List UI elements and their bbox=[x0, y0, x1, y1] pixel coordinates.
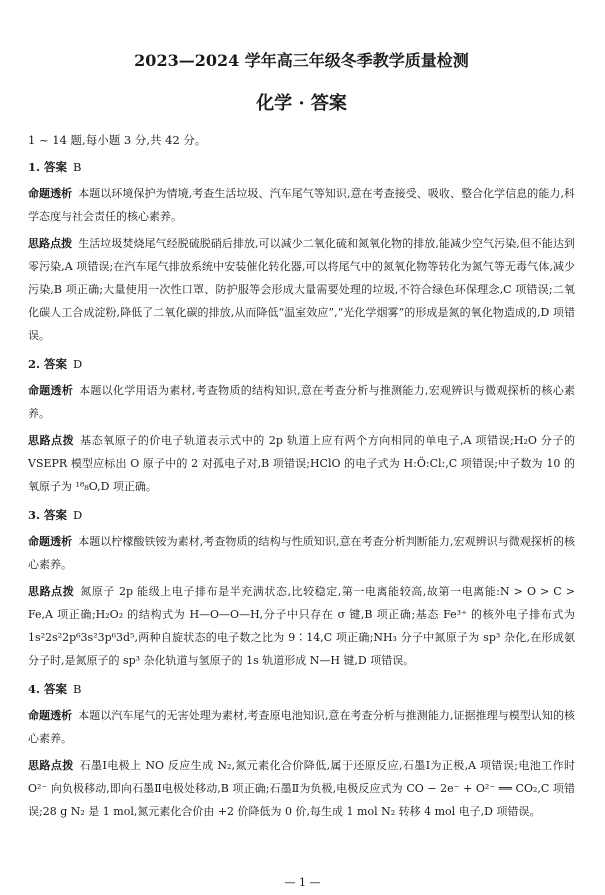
analysis-tag: 命题透析 bbox=[28, 187, 73, 200]
analysis-text: 本题以汽车尾气的无害处理为素材,考查原电池知识,意在考查分析与推测能力,证据推理与模型认知的核心素养。 bbox=[28, 709, 575, 745]
answer-letter: D bbox=[73, 357, 83, 371]
answer-letter: B bbox=[73, 682, 82, 696]
analysis-paragraph bbox=[28, 379, 575, 425]
answer-subtitle: 化学 · 答案 bbox=[256, 93, 347, 114]
page-number: — 1 — bbox=[284, 876, 321, 889]
hint-text: 基态氧原子的价电子轨道表示式中的 2p 轨道上应有两个方向相同的单电子,A 项错误;H₂O 分子的 VSEPR 模型应标出 O 原子中的 2 对孤电子对,B 项错误;HClO 的电子式为 H:Ö:Cl:,C 项错误;中子数为 10 的氧原子为 ¹⁸₈O,D 项正确。 bbox=[28, 434, 575, 493]
analysis-paragraph bbox=[28, 530, 575, 576]
hint-tag: 思路点拨 bbox=[28, 237, 73, 250]
hint-paragraph bbox=[28, 580, 575, 672]
question-2 bbox=[28, 355, 575, 498]
question-label: 1. 答案 bbox=[28, 160, 68, 174]
analysis-text: 本题以化学用语为素材,考查物质的结构知识,意在考查分析与推测能力,宏观辨识与微观探析的核心素养。 bbox=[28, 384, 575, 420]
hint-tag: 思路点拨 bbox=[28, 434, 75, 447]
hint-text: 石墨Ⅰ电极上 NO 反应生成 N₂,氮元素化合价降低,属于还原反应,石墨Ⅰ为正极,A 项错误;电池工作时 O²⁻ 向负极移动,即向石墨Ⅱ电极处移动,B 项正确;石墨Ⅱ为负极,电极反应式为 CO − 2e⁻ + O²⁻ ══ CO₂,C 项错误;28 g N₂ 是 1 mol,氮元素化合价由 +2 价降低为 0 价,每生成 1 mol N₂ 转移 4 mol 电子,D 项错误。 bbox=[28, 759, 575, 818]
hint-paragraph bbox=[28, 754, 575, 823]
hint-tag: 思路点拨 bbox=[28, 759, 74, 772]
analysis-tag: 命题透析 bbox=[28, 709, 73, 722]
question-3 bbox=[28, 506, 575, 672]
hint-text: 氮原子 2p 能级上电子排布是半充满状态,比较稳定,第一电离能较高,故第一电离能:N > O > C > Fe,A 项正确;H₂O₂ 的结构式为 H—O—O—H,分子中只存在 σ 键,B 项正确;基态 Fe³⁺ 的核外电子排布式为 1s²2s²2p⁶3s²3p⁶3d⁵,两种自旋状态的电子数之比为 9∶14,C 项正确;NH₃ 分子中氮原子为 sp³ 杂化,在形成氨分子时,是氮原子的 sp³ 杂化轨道与氢原子的 1s 轨道形成 N—H 键,D 项错误。 bbox=[28, 585, 576, 667]
question-label: 2. 答案 bbox=[28, 357, 68, 371]
question-label: 4. 答案 bbox=[28, 682, 68, 696]
analysis-tag: 命题透析 bbox=[28, 535, 73, 548]
analysis-tag: 命题透析 bbox=[28, 384, 74, 397]
question-head bbox=[28, 355, 575, 373]
hint-tag: 思路点拨 bbox=[28, 585, 75, 598]
question-head bbox=[28, 158, 575, 176]
hint-paragraph bbox=[28, 429, 575, 498]
answer-letter: B bbox=[73, 160, 82, 174]
question-1 bbox=[28, 158, 575, 347]
analysis-paragraph bbox=[28, 704, 575, 750]
hint-paragraph bbox=[28, 232, 575, 347]
question-label: 3. 答案 bbox=[28, 508, 68, 522]
hint-text: 生活垃圾焚烧尾气经脱硫脱硝后排放,可以减少二氧化硫和氮氧化物的排放,能减少空气污染,但不能达到零污染,A 项错误;在汽车尾气排放系统中安装催化转化器,可以将尾气中的氮氧化物等转化为氮气等无毒气体,减少污染,B 项正确;大量使用一次性口罩、防护服等会形成大量需要处理的垃圾,不符合绿色环保理念,C 项错误;二氧化碳人工合成淀粉,降低了二氧化碳的排放,从而降低“温室效应”,“光化学烟雾”的形成是氮的氧化物造成的,D 项错误。 bbox=[28, 237, 575, 342]
question-4 bbox=[28, 680, 575, 823]
scoring-intro: 1 ~ 14 题,每小题 3 分,共 42 分。 bbox=[28, 133, 207, 147]
question-head bbox=[28, 506, 575, 524]
analysis-paragraph bbox=[28, 182, 575, 228]
answer-letter: D bbox=[73, 508, 83, 522]
analysis-text: 本题以环境保护为情境,考查生活垃圾、汽车尾气等知识,意在考查接受、吸收、整合化学信息的能力,科学态度与社会责任的核心素养。 bbox=[28, 187, 575, 223]
question-head bbox=[28, 680, 575, 698]
analysis-text: 本题以柠檬酸铁铵为素材,考查物质的结构与性质知识,意在考查分析判断能力,宏观辨识与微观探析的核心素养。 bbox=[28, 535, 575, 571]
exam-title: 2023—2024 学年高三年级冬季教学质量检测 bbox=[134, 51, 469, 70]
